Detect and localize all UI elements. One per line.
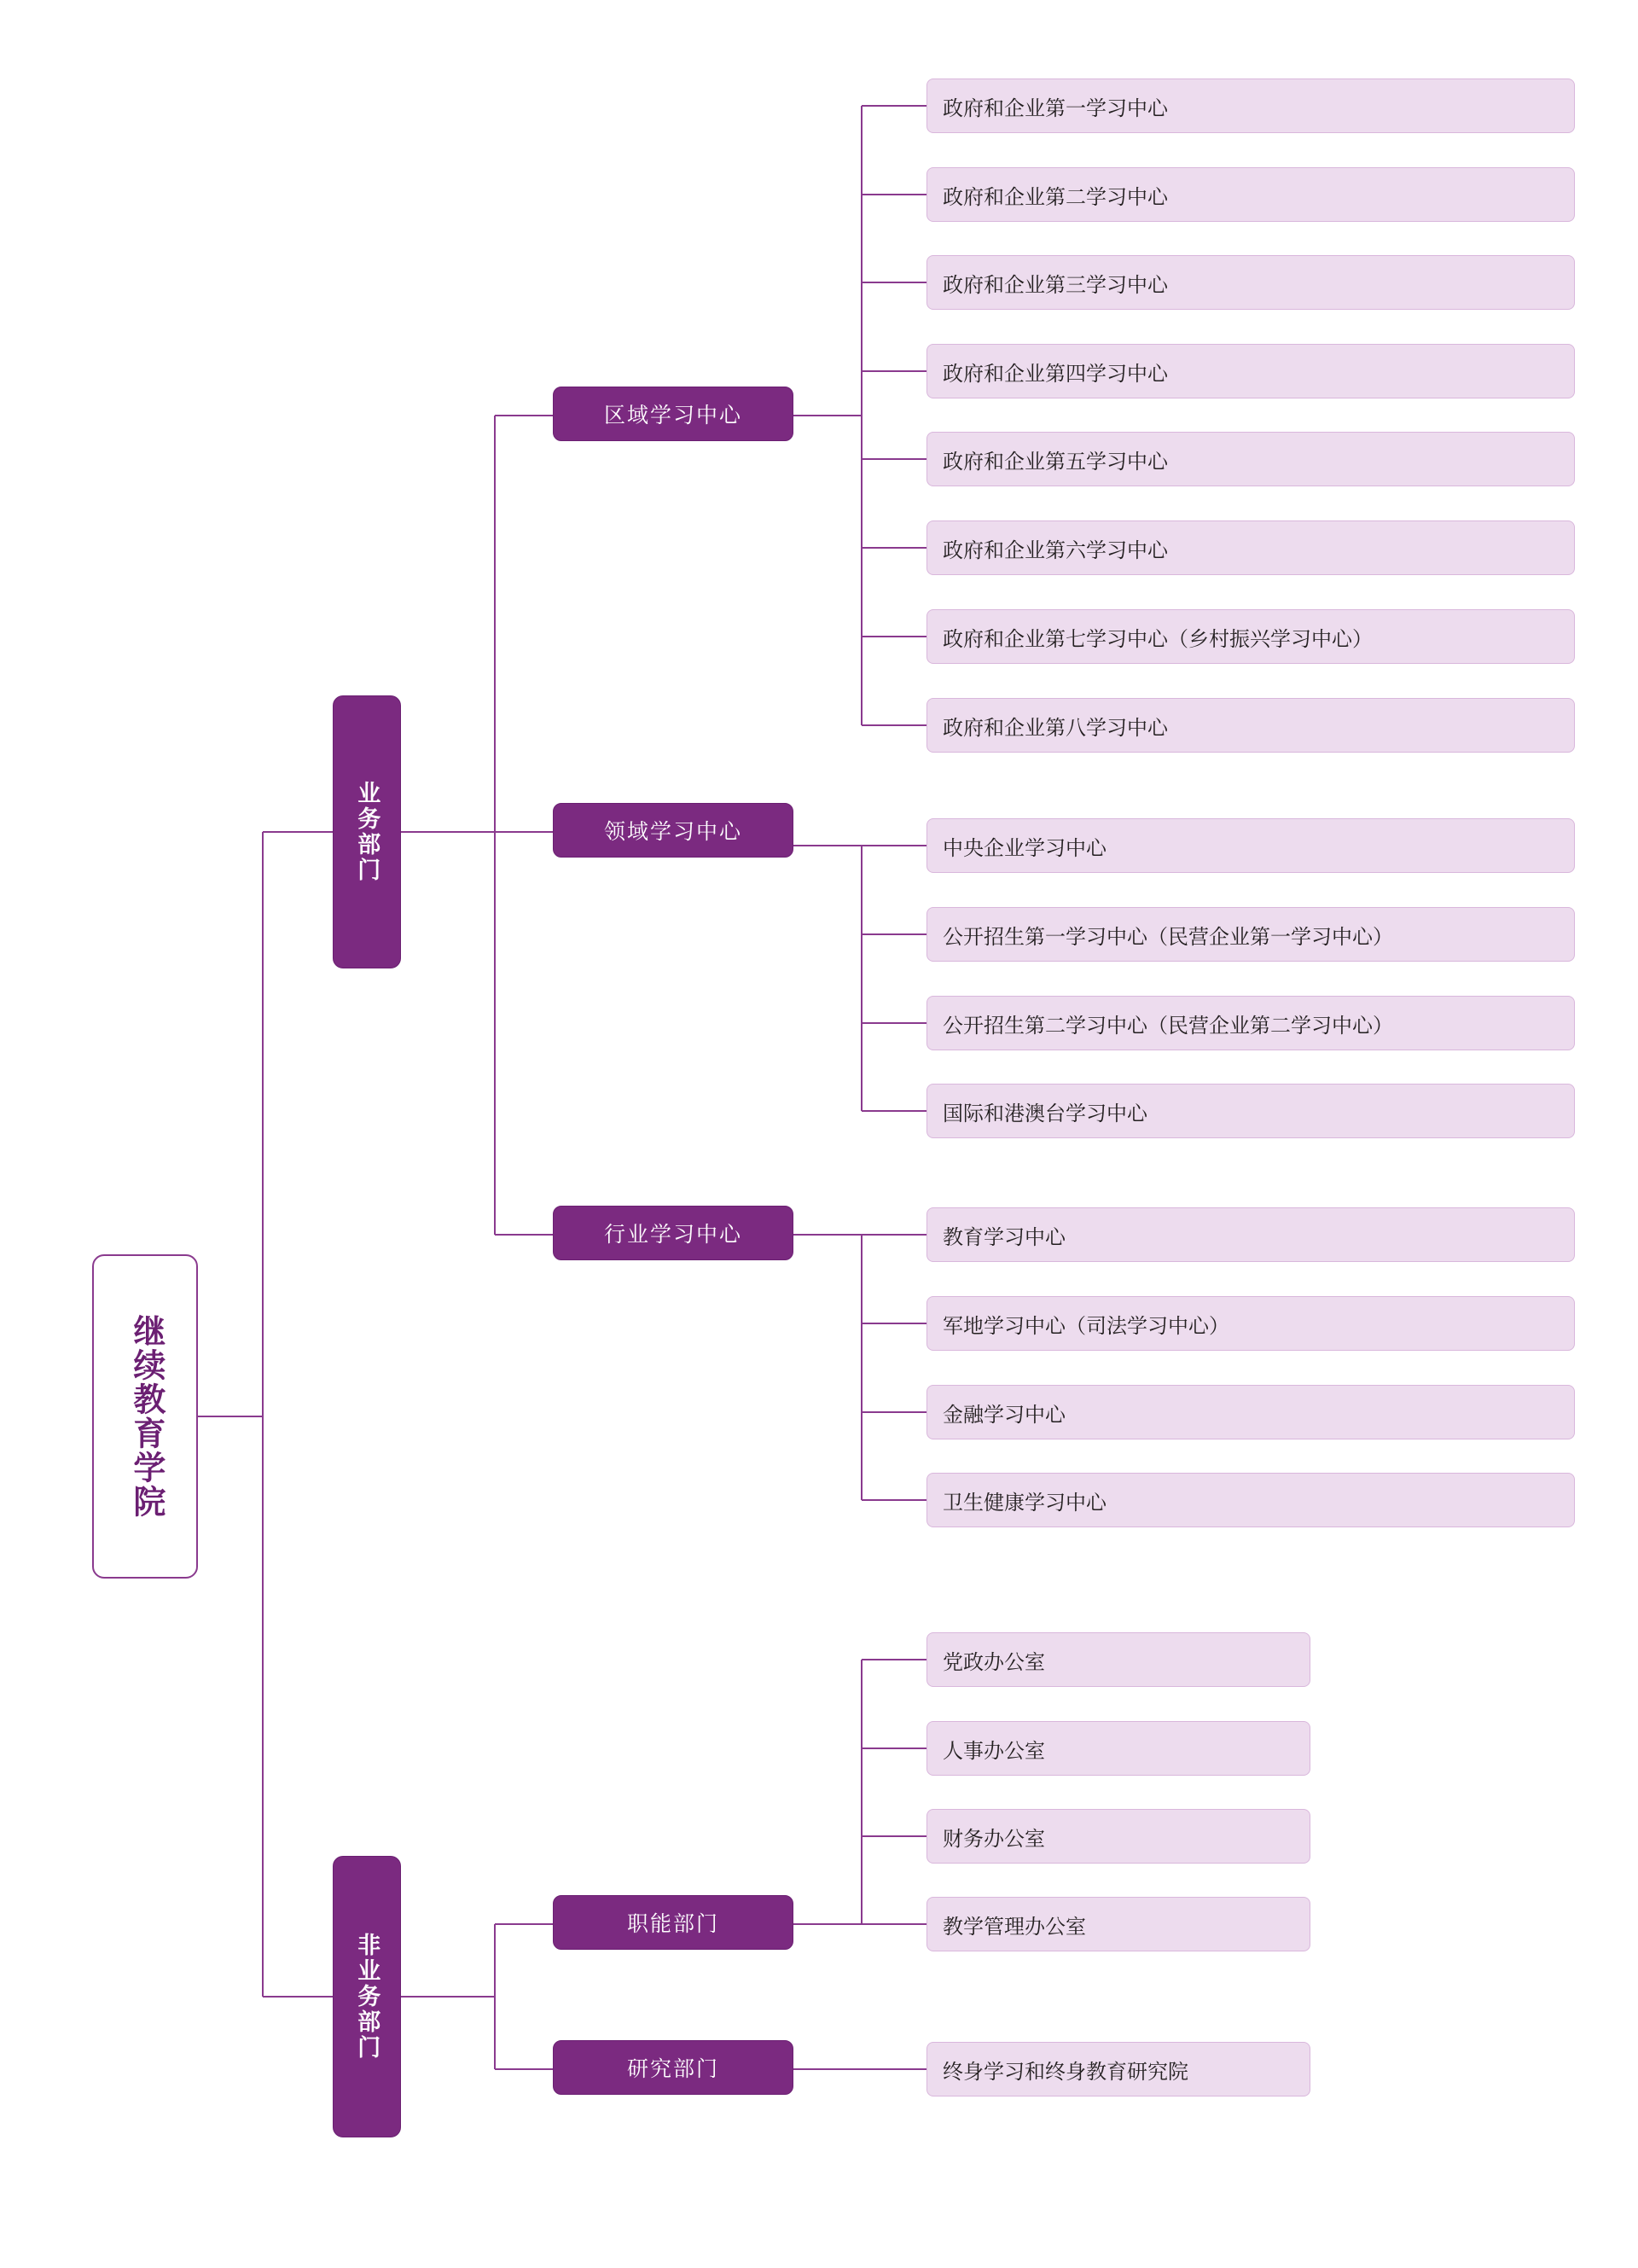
leaf-node[interactable]: 卫生健康学习中心 (926, 1473, 1575, 1527)
leaf-node[interactable]: 政府和企业第三学习中心 (926, 255, 1575, 310)
leaf-node[interactable]: 政府和企业第五学习中心 (926, 432, 1575, 486)
leaf-node[interactable]: 党政办公室 (926, 1632, 1310, 1687)
leaf-node[interactable]: 政府和企业第八学习中心 (926, 698, 1575, 753)
group-node-regional-centers[interactable]: 区域学习中心 (553, 387, 793, 441)
branch-node-non-business[interactable]: 非业务部门 (333, 1856, 401, 2137)
leaf-node[interactable]: 人事办公室 (926, 1721, 1310, 1776)
root-node[interactable]: 继续教育学院 (92, 1254, 198, 1579)
leaf-node[interactable]: 金融学习中心 (926, 1385, 1575, 1439)
leaf-node[interactable]: 军地学习中心（司法学习中心） (926, 1296, 1575, 1351)
leaf-node[interactable]: 教学管理办公室 (926, 1897, 1310, 1951)
leaf-node[interactable]: 公开招生第二学习中心（民营企业第二学习中心） (926, 996, 1575, 1050)
leaf-node[interactable]: 政府和企业第一学习中心 (926, 79, 1575, 133)
group-node-industry-centers[interactable]: 行业学习中心 (553, 1206, 793, 1260)
leaf-node[interactable]: 政府和企业第六学习中心 (926, 520, 1575, 575)
leaf-node[interactable]: 政府和企业第四学习中心 (926, 344, 1575, 398)
group-node-domain-centers[interactable]: 领域学习中心 (553, 803, 793, 858)
leaf-node[interactable]: 中央企业学习中心 (926, 818, 1575, 873)
leaf-node[interactable]: 教育学习中心 (926, 1207, 1575, 1262)
leaf-node[interactable]: 政府和企业第二学习中心 (926, 167, 1575, 222)
group-node-research-departments[interactable]: 研究部门 (553, 2040, 793, 2095)
leaf-node[interactable]: 终身学习和终身教育研究院 (926, 2042, 1310, 2096)
leaf-node[interactable]: 政府和企业第七学习中心（乡村振兴学习中心） (926, 609, 1575, 664)
branch-node-business[interactable]: 业务部门 (333, 695, 401, 968)
leaf-node[interactable]: 公开招生第一学习中心（民营企业第一学习中心） (926, 907, 1575, 962)
leaf-node[interactable]: 财务办公室 (926, 1809, 1310, 1864)
group-node-functional-departments[interactable]: 职能部门 (553, 1895, 793, 1950)
leaf-node[interactable]: 国际和港澳台学习中心 (926, 1084, 1575, 1138)
